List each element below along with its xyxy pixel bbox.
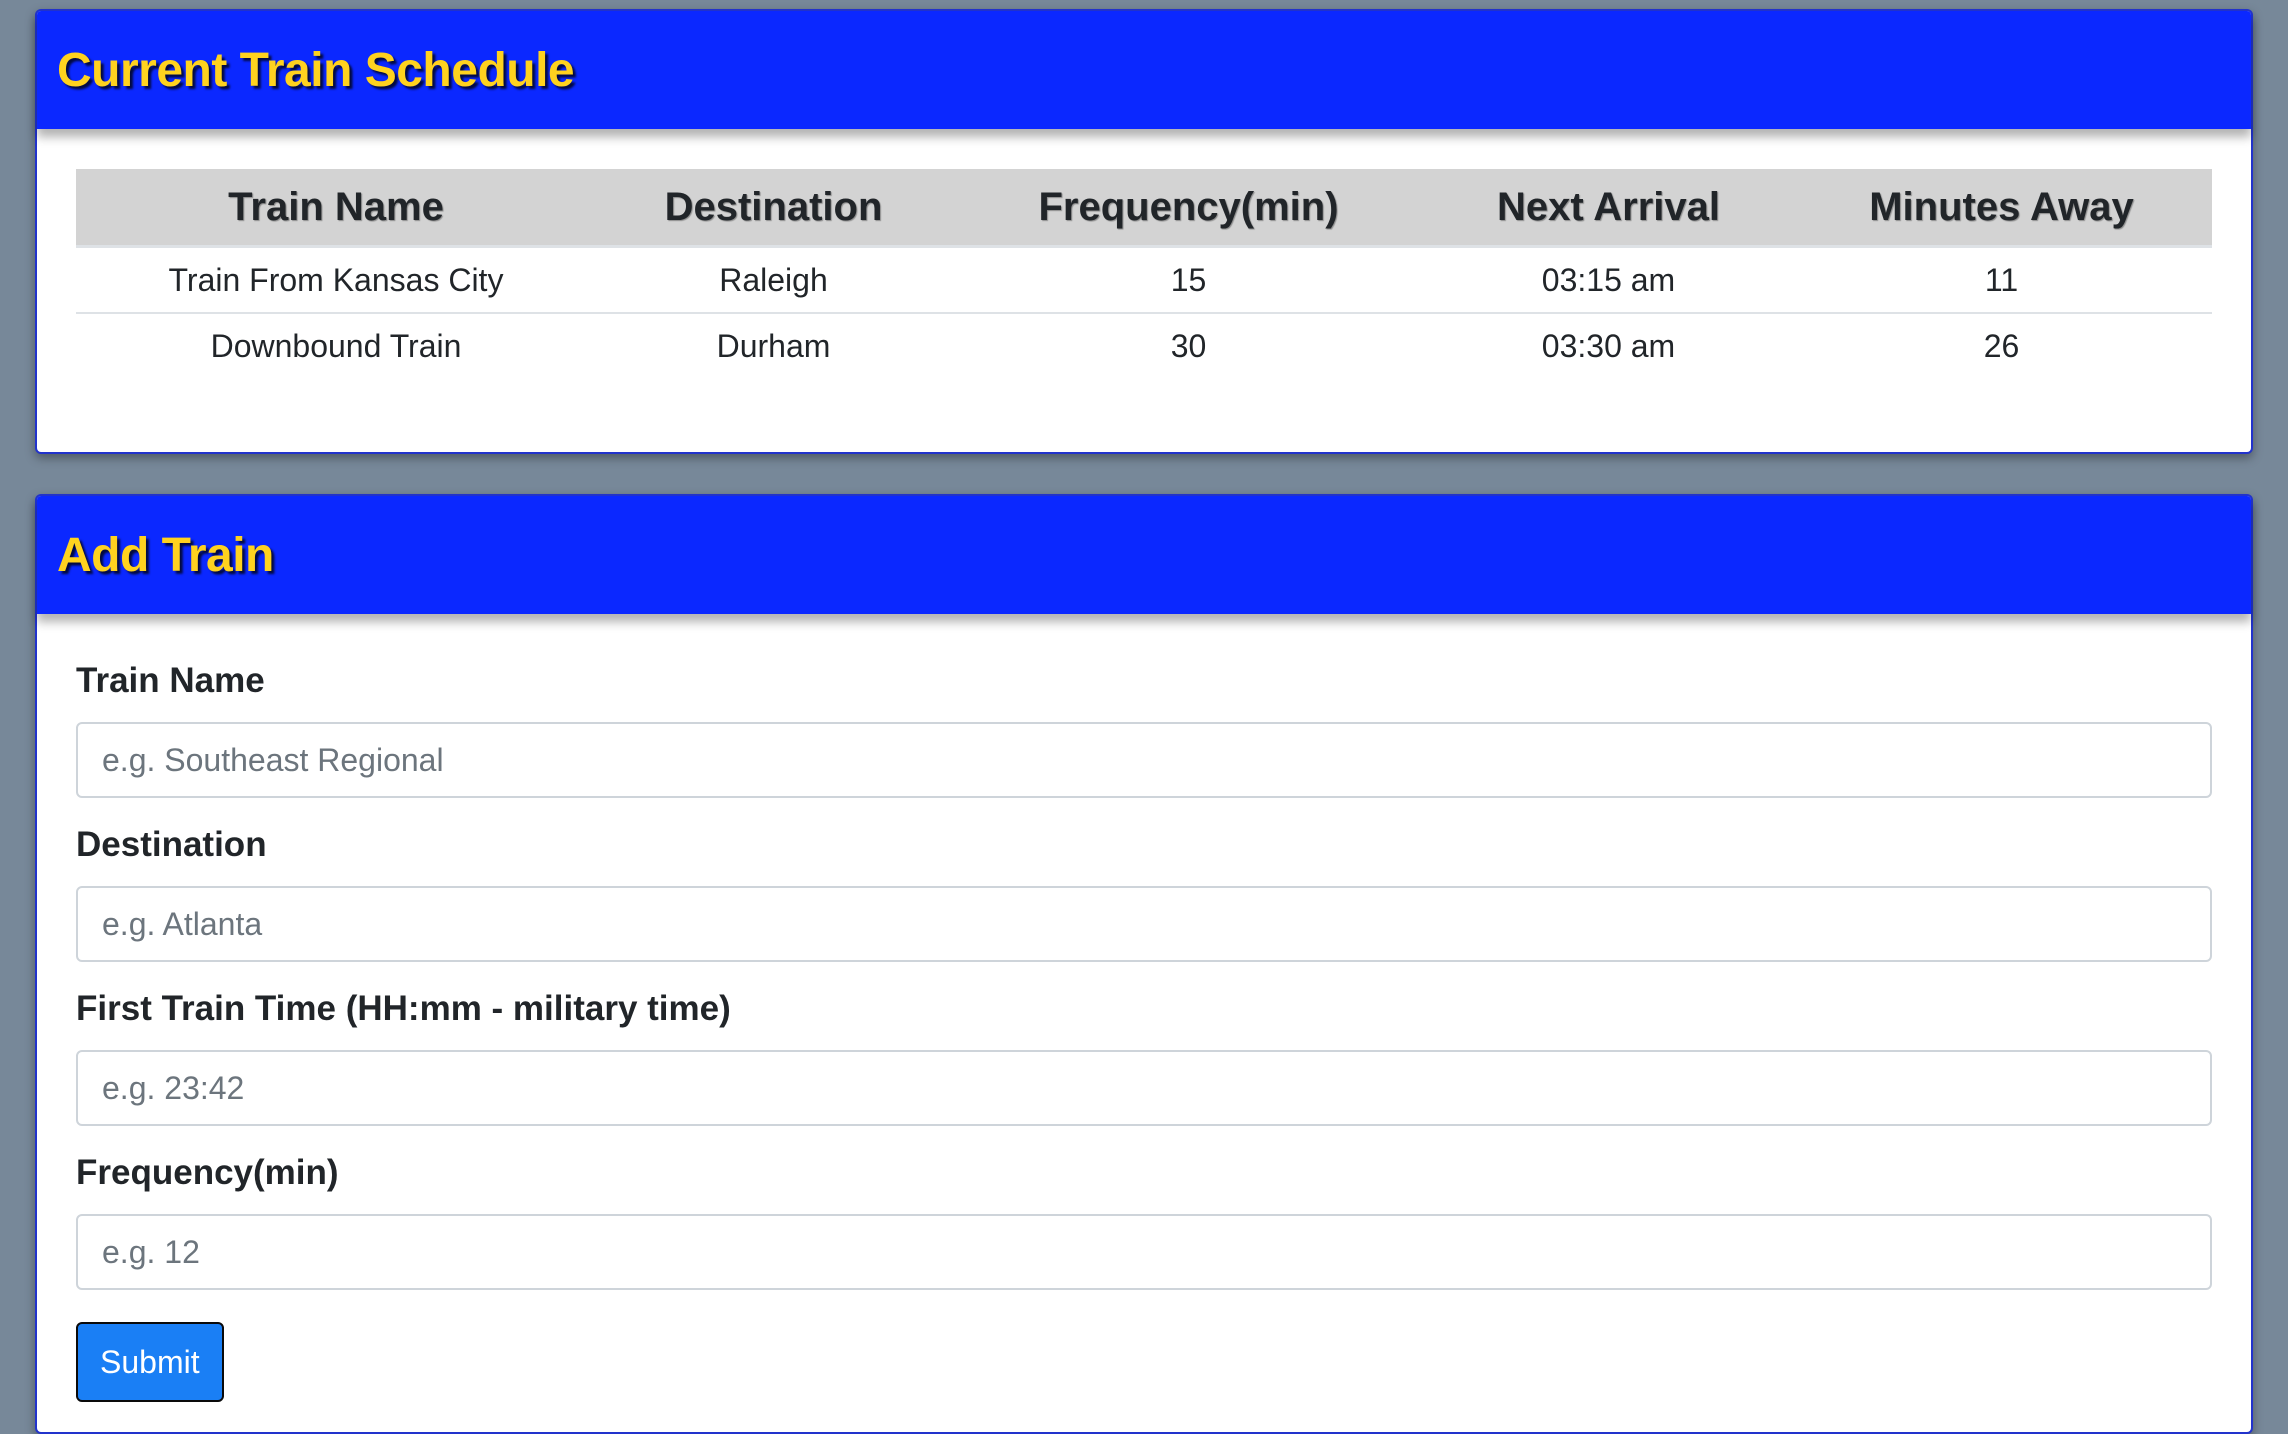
first-train-time-input[interactable] bbox=[76, 1050, 2212, 1126]
add-train-card-header bbox=[37, 496, 2251, 614]
schedule-table bbox=[76, 169, 2212, 378]
frequency-input[interactable] bbox=[76, 1214, 2212, 1290]
first-train-time-label: First Train Time (HH:mm - military time) bbox=[76, 989, 731, 1028]
column-header-next-arrival: Next Arrival bbox=[1426, 169, 1791, 247]
train-name-group bbox=[76, 660, 2212, 798]
cell-destination: Raleigh bbox=[596, 247, 951, 314]
frequency-label: Frequency(min) bbox=[76, 1153, 339, 1192]
schedule-title: Current Train Schedule bbox=[57, 43, 575, 97]
cell-minutes-away: 26 bbox=[1983, 327, 2020, 364]
schedule-card-body bbox=[37, 129, 2251, 378]
column-header-destination: Destination bbox=[596, 169, 951, 247]
column-header-minutes-away: Minutes Away bbox=[1791, 169, 2212, 247]
cell-frequency: 30 bbox=[1170, 327, 1207, 364]
table-row bbox=[76, 313, 2212, 378]
cell-destination: Durham bbox=[716, 327, 831, 364]
cell-train-name: Train From Kansas City bbox=[76, 247, 596, 314]
table-header-row bbox=[76, 169, 2212, 247]
add-train-title: Add Train bbox=[57, 528, 274, 582]
train-name-input[interactable] bbox=[76, 722, 2212, 798]
destination-group bbox=[76, 824, 2212, 962]
cell-train-name: Downbound Train bbox=[210, 327, 462, 364]
destination-label: Destination bbox=[76, 825, 267, 864]
schedule-card bbox=[35, 9, 2253, 454]
table-row bbox=[76, 247, 2212, 314]
cell-minutes-away: 11 bbox=[1791, 247, 2212, 314]
schedule-card-header bbox=[37, 11, 2251, 129]
destination-input[interactable] bbox=[76, 886, 2212, 962]
add-train-form bbox=[37, 614, 2251, 1402]
cell-next-arrival: 03:30 am bbox=[1541, 327, 1676, 364]
submit-button[interactable]: Submit bbox=[76, 1322, 224, 1402]
cell-next-arrival: 03:15 am bbox=[1426, 247, 1791, 314]
column-header-train-name: Train Name bbox=[76, 169, 596, 247]
column-header-frequency: Frequency(min) bbox=[951, 169, 1426, 247]
add-train-card bbox=[35, 494, 2253, 1434]
first-train-time-group bbox=[76, 988, 2212, 1126]
cell-frequency: 15 bbox=[951, 247, 1426, 314]
train-name-label: Train Name bbox=[76, 661, 265, 700]
frequency-group bbox=[76, 1152, 2212, 1290]
